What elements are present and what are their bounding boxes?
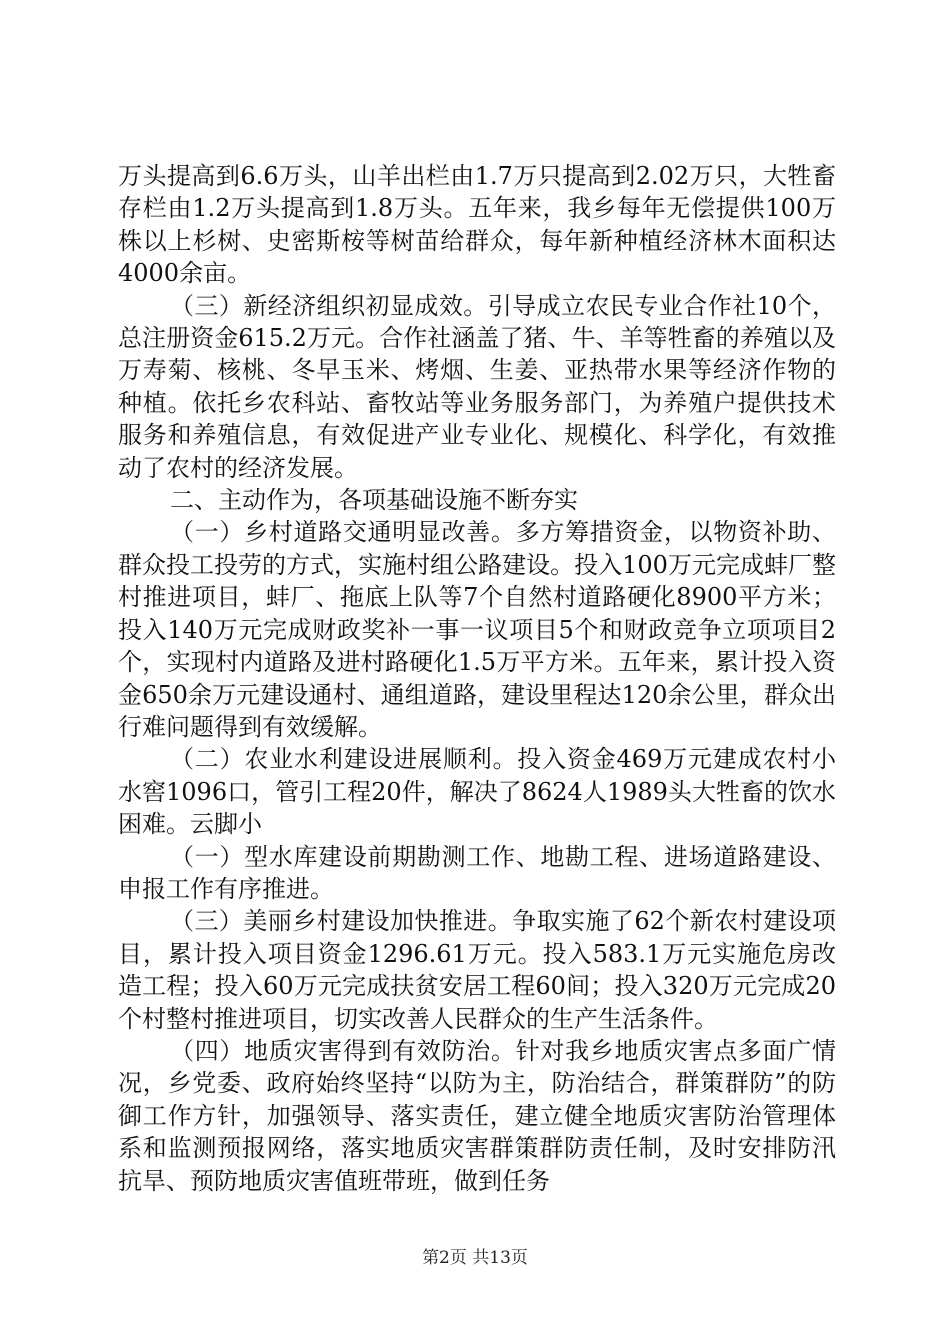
- page-number-footer: 第2页 共13页: [422, 1248, 528, 1268]
- paragraph-reservoir-construction: （一）型水库建设前期勘测工作、地勘工程、进场道路建设、申报工作有序推进。: [118, 842, 836, 903]
- paragraph-water-conservancy: （二）农业水利建设进展顺利。投入资金469万元建成农村小水窖1096口，管引工程20件，解决了8624人1989头大牲畜的饮水困难。云脚小: [118, 745, 836, 839]
- paragraph-beautiful-village: （三）美丽乡村建设加快推进。争取实施了62个新农村建设项目，累计投入项目资金1296.61万元。投入583.1万元实施危房改造工程；投入60万元完成扶贫安居工程60间；投入320万元完成20个村整村推进项目，切实改善人民群众的生产生活条件。: [118, 907, 836, 1033]
- paragraph-livestock-continued: 万头提高到6.6万头，山羊出栏由1.7万只提高到2.02万只，大牲畜存栏由1.2万头提高到1.8万头。五年来，我乡每年无偿提供100万株以上杉树、史密斯桉等树苗给群众，每年新种植经济林木面积达4000余亩。: [118, 162, 836, 288]
- section-heading-infrastructure: 二、主动作为，各项基础设施不断夯实: [170, 486, 578, 515]
- paragraph-new-economic-organizations: （三）新经济组织初显成效。引导成立农民专业合作社10个，总注册资金615.2万元。合作社涵盖了猪、牛、羊等牲畜的养殖以及万寿菊、核桃、冬早玉米、烤烟、生姜、亚热带水果等经济作物的种植。依托乡农科站、畜牧站等业务服务部门，为养殖户提供技术服务和养殖信息，有效促进产业专业化、规模化、科学化，有效推动了农村的经济发展。: [118, 291, 836, 482]
- paragraph-geological-disaster: （四）地质灾害得到有效防治。针对我乡地质灾害点多面广情况，乡党委、政府始终坚持“以防为主，防治结合，群策群防”的防御工作方针，加强领导、落实责任，建立健全地质灾害防治管理体系和监测预报网络，落实地质灾害群策群防责任制，及时安排防汛抗旱、预防地质灾害值班带班，做到任务: [118, 1036, 836, 1195]
- document-body: [118, 160, 836, 1197]
- paragraph-road-transport: （一）乡村道路交通明显改善。多方筹措资金，以物资补助、群众投工投劳的方式，实施村组公路建设。投入100万元完成蚌厂整村推进项目，蚌厂、拖底上队等7个自然村道路硬化8900平方米；投入140万元完成财政奖补一事一议项目5个和财政竞争立项项目2个，实现村内道路及进村路硬化1.5万平方米。五年来，累计投入资金650余万元建设通村、通组道路，建设里程达120余公里，群众出行难问题得到有效缓解。: [118, 518, 836, 741]
